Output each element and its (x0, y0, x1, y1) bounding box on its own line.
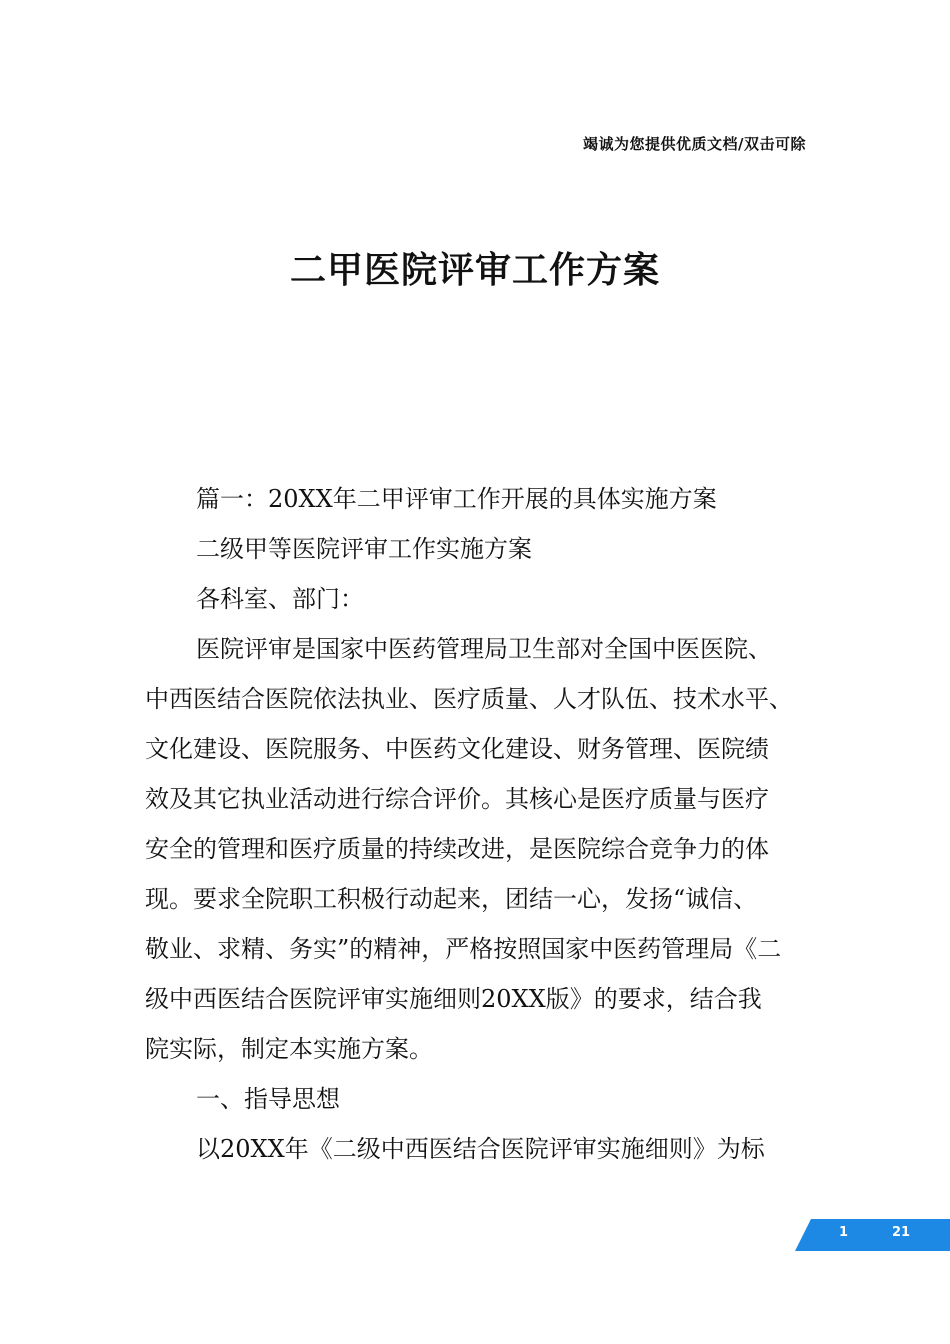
body-line: 以20XX年《二级中西医结合医院评审实施细则》为标 (196, 1135, 765, 1163)
body-line: 级中西医结合医院评审实施细则20XX版》的要求，结合我 (145, 985, 762, 1013)
body-line: 篇一：20XX年二甲评审工作开展的具体实施方案 (196, 485, 717, 513)
body-line: 现。要求全院职工积极行动起来，团结一心，发扬“诚信、 (145, 885, 758, 913)
body-line: 中西医结合医院依法执业、医疗质量、人才队伍、技术水平、 (145, 685, 793, 713)
body-line: 文化建设、医院服务、中医药文化建设、财务管理、医院绩 (145, 735, 769, 763)
document-title: 二甲医院评审工作方案 (289, 250, 660, 291)
body-line: 各科室、部门： (196, 585, 364, 613)
body-line: 医院评审是国家中医药管理局卫生部对全国中医医院、 (196, 635, 772, 663)
page-total: 21 (892, 1225, 911, 1240)
body-line: 安全的管理和医疗质量的持续改进，是医院综合竞争力的体 (145, 835, 769, 863)
header-note: 竭诚为您提供优质文档/双击可除 (583, 135, 806, 153)
body-line: 院实际，制定本实施方案。 (145, 1035, 433, 1063)
body-line: 敬业、求精、务实”的精神，严格按照国家中医药管理局《二 (145, 935, 782, 963)
page-badge-shape (795, 1219, 950, 1251)
body-line: 效及其它执业活动进行综合评价。其核心是医疗质量与医疗 (145, 785, 769, 813)
page-number-badge (795, 1219, 950, 1251)
document-body (145, 474, 810, 1174)
body-line: 一、指导思想 (196, 1085, 340, 1113)
body-line: 二级甲等医院评审工作实施方案 (196, 535, 532, 563)
page-number: 1 (839, 1225, 849, 1240)
